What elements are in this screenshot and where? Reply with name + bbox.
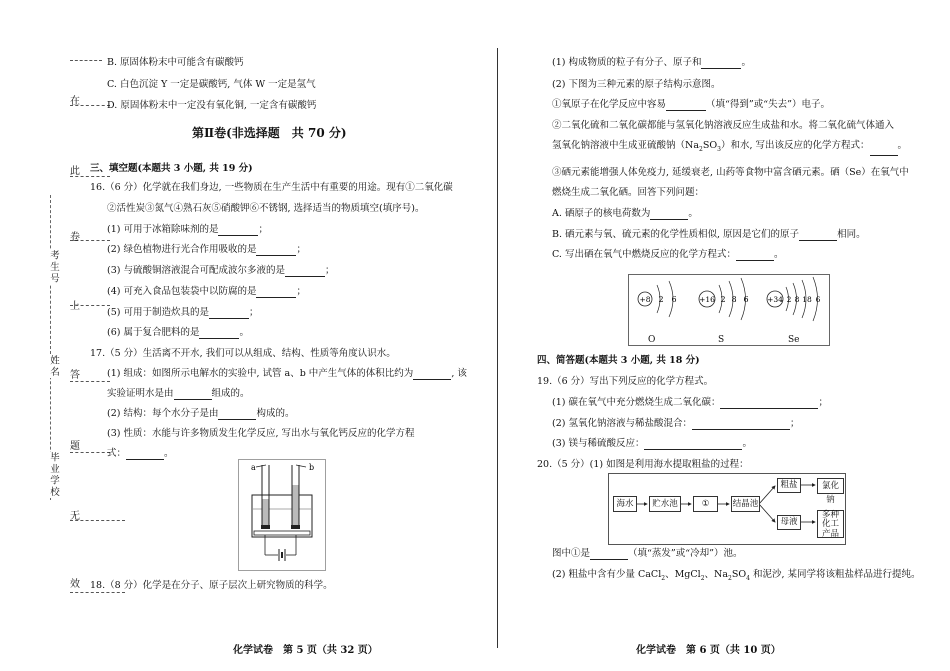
footer-left: 化学试卷 第 5 页（共 32 页）	[233, 645, 378, 656]
flow-crude-salt: 粗盐	[777, 478, 801, 493]
section3-title: 三、填空题(本题共 3 小题, 共 19 分)	[90, 163, 253, 174]
side-char: 在	[70, 96, 80, 107]
answer-blank[interactable]	[413, 369, 451, 380]
q17-stem: 17.（5 分）生活离不开水, 我们可以从组成、结构、性质等角度认识水。	[90, 348, 396, 359]
flow-crystallizer: 结晶池	[731, 496, 760, 512]
q19-item-2: (2) 氢氧化钠溶液与稀盐酸混合： ；	[552, 418, 800, 429]
answer-blank[interactable]	[736, 250, 774, 261]
flow-seawater: 海水	[613, 496, 637, 512]
flow-chemical-products: 多种化工产品	[817, 510, 844, 538]
q19-stem: 19.（6 分）写出下列反应的化学方程式。	[537, 376, 714, 387]
q19-item-3: (3) 镁与稀硫酸反应： 。	[552, 438, 752, 449]
side-char: 卷	[70, 232, 80, 243]
binding-label-examno: 考生号	[48, 250, 59, 285]
q18-part1: (1) 构成物质的粒子有分子、原子和 。	[552, 57, 751, 68]
answer-blank[interactable]	[256, 245, 296, 256]
answer-blank[interactable]	[692, 419, 790, 430]
q18-part-c: C. 写出硒在氧气中燃烧反应的化学方程式： 。	[552, 249, 784, 260]
atom-diagram-box	[628, 274, 830, 346]
svg-text:2: 2	[658, 295, 664, 304]
atom-sulfur	[699, 278, 749, 320]
side-char: 上	[70, 301, 80, 312]
q20-stem: 20.（5 分）(1) 如图是利用海水提取粗盐的过程：	[537, 459, 749, 470]
q18-part2: (2) 下图为三种元素的原子结构示意图。	[552, 79, 721, 90]
part2-title: 第Ⅱ卷(非选择题 共 70 分)	[192, 126, 347, 140]
binding-label-name: 姓名	[48, 355, 59, 378]
side-char: 此	[70, 166, 80, 177]
svg-text:+16: +16	[699, 295, 715, 304]
q20-part2: (2) 粗盐中含有少量 CaCl$_2$、MgCl$_2$、$Na_2SO_4$ 和泥沙, 某同学将该粗盐样品进行提纯。	[552, 569, 921, 582]
q17-part1: (1) 组成：如图所示电解水的实验中, 试管 a、b 中产生气体的体积比约为 , 该	[107, 368, 467, 379]
svg-text:8: 8	[794, 295, 800, 304]
option-c: C. 白色沉淀 Y 一定是碳酸钙, 气体 W 一定是氢气	[107, 79, 316, 90]
answer-blank[interactable]	[174, 389, 212, 400]
q19-item-1: (1) 碳在氧气中充分燃烧生成二氧化碳： ；	[552, 397, 828, 408]
answer-blank[interactable]	[644, 439, 742, 450]
q16-item-6: (6) 属于复合肥料的是 。	[107, 327, 249, 338]
answer-blank[interactable]	[218, 225, 258, 236]
binding-label-school: 毕业学校	[48, 452, 59, 498]
atom-selenium	[767, 277, 821, 321]
q17-part1-cont: 实验证明水是由 组成的。	[107, 388, 250, 399]
svg-text:8: 8	[731, 295, 737, 304]
flow-arrows	[609, 474, 845, 544]
q16-item-4: (4) 可充入食品包装袋中以防腐的是 ；	[107, 286, 306, 297]
q20-part1: 图中①是 （填“蒸发”或“冷却”）池。	[552, 548, 743, 559]
answer-blank[interactable]	[590, 549, 628, 560]
q18-part2-2-cont: 氢氧化钠溶液中生成亚硫酸钠$(Na_2SO_3)$和水, 写出该反应的化学方程式： 。	[552, 140, 907, 156]
option-d: D. 原固体粉末中一定没有氧化铜, 一定含有碳酸钙	[107, 100, 317, 111]
answer-blank[interactable]	[256, 287, 296, 298]
side-char: 效	[70, 579, 80, 590]
answer-blank[interactable]	[285, 266, 325, 277]
svg-text:2: 2	[786, 295, 792, 304]
flow-storage-pool: 贮水池	[649, 496, 681, 512]
q16-stem-2: ②活性炭③氮气④熟石灰⑤硝酸钾⑥不锈钢, 选择适当的物质填空(填序号)。	[107, 203, 425, 214]
answer-blank[interactable]	[126, 449, 164, 460]
svg-text:18: 18	[802, 295, 812, 304]
svg-text:6: 6	[671, 295, 677, 304]
footer-right: 化学试卷 第 6 页（共 10 页）	[636, 645, 781, 656]
q16-item-3: (3) 与硫酸铜溶液混合可配成波尔多液的是 ；	[107, 265, 335, 276]
answer-blank[interactable]	[218, 409, 256, 420]
flow-step-1: ①	[693, 496, 718, 512]
margin-rule	[70, 452, 110, 453]
side-char: 无	[70, 511, 80, 522]
q17-part3: (3) 性质：水能与许多物质发生化学反应, 写出水与氧化钙反应的化学方程	[107, 428, 415, 439]
answer-blank[interactable]	[650, 209, 688, 220]
answer-blank[interactable]	[870, 145, 898, 156]
q16-item-1: (1) 可用于冰箱除味剂的是 ；	[107, 224, 268, 235]
tube-b-label: b	[309, 463, 315, 472]
svg-text:+34: +34	[767, 295, 783, 304]
answer-blank[interactable]	[666, 100, 706, 111]
flow-mother-liquor: 母液	[777, 515, 801, 530]
margin-rule	[70, 60, 102, 61]
q16-stem-1: 16.（6 分）化学就在我们身边, 一些物质在生产生活中有重要的用途。现有①二氧化碳	[90, 182, 453, 193]
atom-oxygen	[638, 281, 677, 317]
svg-text:+8: +8	[639, 295, 651, 304]
formula-na2so3: $Na_2SO_3$	[685, 140, 721, 153]
answer-blank[interactable]	[720, 398, 818, 409]
atom-name-o: O	[648, 335, 656, 345]
electrolysis-figure	[238, 459, 326, 571]
side-char: 答	[70, 370, 80, 381]
q18-part-b: B. 硒元素与氧、硫元素的化学性质相似, 原因是它们的原子 相同。	[552, 229, 866, 240]
q18-stem: 18.（8 分）化学是在分子、原子层次上研究物质的科学。	[90, 580, 333, 591]
salt-flow-diagram	[608, 473, 846, 545]
q16-item-5: (5) 可用于制造炊具的是 ；	[107, 307, 259, 318]
option-b: B. 原固体粉末中可能含有碳酸钙	[107, 57, 244, 68]
q18-part2-1: ①氧原子在化学反应中容易 （填“得到”或“失去”）电子。	[552, 99, 830, 110]
svg-text:2: 2	[720, 295, 726, 304]
atom-name-se: Se	[788, 335, 800, 345]
answer-blank[interactable]	[209, 308, 249, 319]
section4-title: 四、简答题(本题共 3 小题, 共 18 分)	[537, 355, 700, 366]
q18-part2-3: ③硒元素能增强人体免疫力, 延缓衰老, 山药等食物中富含硒元素。硒（Se）在氧气中	[552, 167, 909, 178]
page-divider	[497, 48, 498, 648]
margin-rule	[70, 592, 125, 593]
svg-text:6: 6	[815, 295, 821, 304]
flow-sodium-chloride: 氯化钠	[817, 478, 844, 494]
q18-part2-3-cont: 燃烧生成二氧化硒。回答下列问题：	[552, 187, 705, 198]
svg-text:6: 6	[743, 295, 749, 304]
side-char: 题	[70, 441, 80, 452]
atom-name-s: S	[718, 335, 725, 345]
answer-blank[interactable]	[199, 328, 239, 339]
tube-a-label: a	[251, 463, 256, 472]
q16-item-2: (2) 绿色植物进行光合作用吸收的是 ；	[107, 244, 306, 255]
q18-part-a: A. 硒原子的核电荷数为 。	[552, 208, 698, 219]
margin-rule	[70, 381, 110, 382]
q18-part2-2: ②二氧化硫和二氧化碳都能与氢氧化钠溶液反应生成盐和水。将二氧化硫气体通入	[552, 120, 895, 131]
q17-part2: (2) 结构：每个水分子是由 构成的。	[107, 408, 295, 419]
answer-blank[interactable]	[799, 230, 837, 241]
q17-part3-cont: 式： 。	[107, 448, 174, 459]
answer-blank[interactable]	[701, 58, 741, 69]
